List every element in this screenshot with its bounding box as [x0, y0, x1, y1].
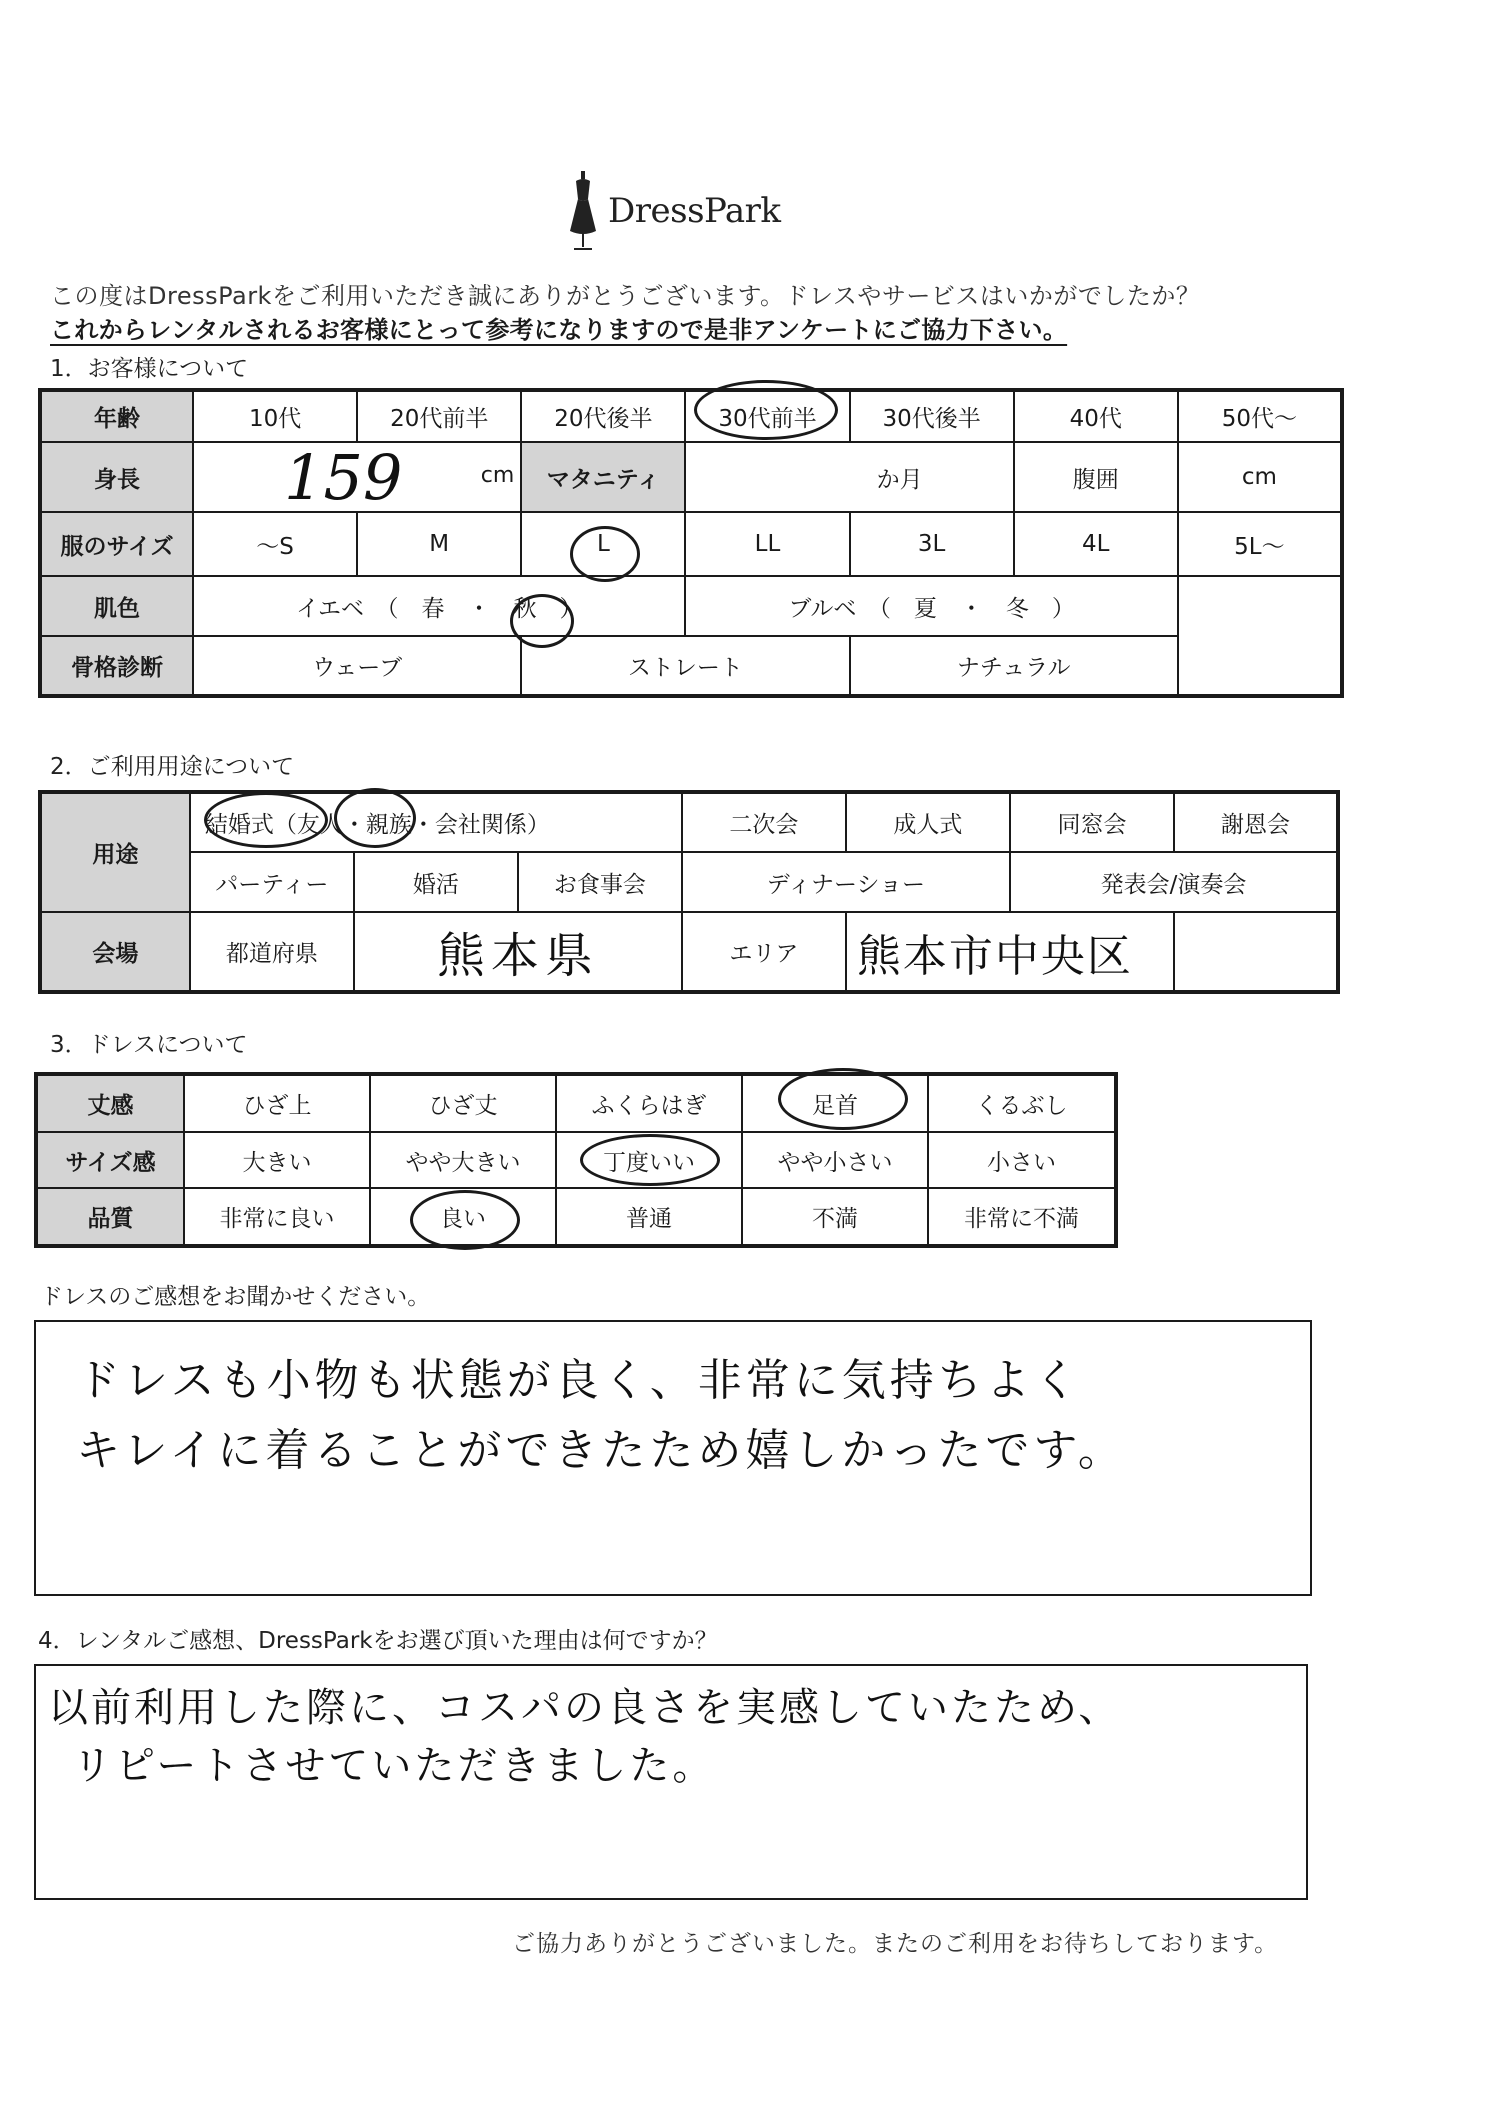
frame-option[interactable]: ストレート — [521, 636, 849, 696]
size-option[interactable]: ～S — [193, 512, 357, 576]
age-option[interactable]: 40代 — [1014, 390, 1178, 442]
section4-title: 4．レンタルご感想、DressParkをお選び頂いた理由は何ですか？ — [38, 1628, 718, 1654]
waist-unit: cm — [1241, 464, 1277, 490]
purpose-option[interactable]: パーティー — [190, 852, 354, 912]
size-option-selected[interactable]: L — [521, 512, 685, 576]
quality-option[interactable]: 不満 — [742, 1188, 928, 1246]
fit-option[interactable]: やや大きい — [370, 1132, 556, 1188]
fit-option[interactable]: 小さい — [928, 1132, 1116, 1188]
prefecture-label: 都道府県 — [190, 912, 354, 992]
area-label: エリア — [682, 912, 846, 992]
age-option[interactable]: 20代前半 — [357, 390, 521, 442]
skin-yellow-option[interactable]: イエベ （ 春 ・ 秋 ） — [193, 576, 685, 636]
height-unit: cm — [480, 463, 515, 488]
impression-line: ドレスも小物も状態が良く、非常に気持ちよく — [76, 1355, 1082, 1406]
size-option[interactable]: LL — [685, 512, 849, 576]
reason-line: リピートさせていただきました。 — [72, 1743, 716, 1789]
quality-option[interactable]: 非常に良い — [184, 1188, 370, 1246]
purpose-wedding[interactable]: 結婚式（友人・親族・会社関係） — [190, 792, 682, 852]
reason-line: 以前利用した際に、コスパの良さを実感していたため、 — [48, 1685, 1122, 1731]
purpose-option[interactable]: お食事会 — [518, 852, 682, 912]
prefecture-field[interactable] — [354, 912, 682, 992]
impression-line: キレイに着ることができたため嬉しかったです。 — [76, 1425, 1126, 1476]
maternity-unit: か月 — [876, 466, 923, 493]
skin-blue-option[interactable]: ブルベ （ 夏 ・ 冬 ） — [685, 576, 1177, 636]
area-field[interactable] — [846, 912, 1174, 992]
dress-table — [34, 1072, 1118, 1248]
maternity-field[interactable] — [685, 442, 1013, 512]
waist-field[interactable] — [1178, 442, 1342, 512]
size-option[interactable]: 5L～ — [1178, 512, 1342, 576]
fit-option[interactable]: 大きい — [184, 1132, 370, 1188]
length-option[interactable]: ひざ上 — [184, 1074, 370, 1132]
dress-form-icon — [566, 171, 600, 251]
purpose-option[interactable]: 婚活 — [354, 852, 518, 912]
height-label: 身長 — [40, 442, 193, 512]
size-option[interactable]: M — [357, 512, 521, 576]
purpose-label: 用途 — [40, 792, 190, 912]
length-option[interactable]: ふくらはぎ — [556, 1074, 742, 1132]
brand-logo — [566, 166, 816, 256]
length-label: 丈感 — [36, 1074, 184, 1132]
fit-option-selected[interactable]: 丁度いい — [556, 1132, 742, 1188]
age-option[interactable]: 10代 — [193, 390, 357, 442]
size-label: 服のサイズ — [40, 512, 193, 576]
venue-label: 会場 — [40, 912, 190, 992]
brand-name: DressPark — [608, 191, 781, 231]
purpose-option[interactable]: 成人式 — [846, 792, 1010, 852]
age-option-selected[interactable]: 30代前半 — [685, 390, 849, 442]
length-option[interactable]: くるぶし — [928, 1074, 1116, 1132]
frame-option[interactable]: ナチュラル — [850, 636, 1178, 696]
reason-textbox[interactable] — [34, 1664, 1308, 1900]
age-label: 年齢 — [40, 390, 193, 442]
section1-title: 1．お客様について — [50, 356, 249, 382]
quality-option[interactable]: 普通 — [556, 1188, 742, 1246]
size-option[interactable]: 4L — [1014, 512, 1178, 576]
area-value: 熊本市中央区 — [856, 930, 1133, 982]
purpose-table — [38, 790, 1340, 994]
height-value: 159 — [284, 442, 403, 512]
prefecture-value: 熊本県 — [436, 928, 599, 984]
section2-title: 2．ご利用用途について — [50, 754, 295, 780]
impression-textbox[interactable] — [34, 1320, 1312, 1596]
impression-prompt: ドレスのご感想をお聞かせください。 — [40, 1284, 431, 1310]
fit-option[interactable]: やや小さい — [742, 1132, 928, 1188]
intro-text: この度はDressParkをご利用いただき誠にありがとうございます。ドレスやサービスはいかがでしたか？ — [50, 282, 1201, 310]
quality-option-selected[interactable]: 良い — [370, 1188, 556, 1246]
age-option[interactable]: 20代後半 — [521, 390, 685, 442]
length-option-selected[interactable]: 足首 — [742, 1074, 928, 1132]
age-option[interactable]: 50代～ — [1178, 390, 1342, 442]
frame-option[interactable]: ウェーブ — [193, 636, 521, 696]
skin-label: 肌色 — [40, 576, 193, 636]
fit-label: サイズ感 — [36, 1132, 184, 1188]
purpose-option[interactable]: ディナーショー — [682, 852, 1010, 912]
size-option[interactable]: 3L — [850, 512, 1014, 576]
quality-label: 品質 — [36, 1188, 184, 1246]
purpose-option[interactable]: 同窓会 — [1010, 792, 1174, 852]
purpose-option[interactable]: 謝恩会 — [1174, 792, 1338, 852]
quality-option[interactable]: 非常に不満 — [928, 1188, 1116, 1246]
customer-table — [38, 388, 1344, 698]
frame-label: 骨格診断 — [40, 636, 193, 696]
purpose-option[interactable]: 発表会/演奏会 — [1010, 852, 1338, 912]
section3-title: 3．ドレスについて — [50, 1032, 248, 1058]
maternity-label: マタニティ — [521, 442, 685, 512]
intro-request: これからレンタルされるお客様にとって参考になりますので是非アンケートにご協力下さい。 — [50, 316, 1068, 344]
purpose-option[interactable]: 二次会 — [682, 792, 846, 852]
height-field[interactable] — [193, 442, 521, 512]
age-option[interactable]: 30代後半 — [850, 390, 1014, 442]
footer-thanks: ご協力ありがとうございました。またのご利用をお待ちしております。 — [512, 1931, 1279, 1957]
waist-label: 腹囲 — [1014, 442, 1178, 512]
length-option[interactable]: ひざ丈 — [370, 1074, 556, 1132]
